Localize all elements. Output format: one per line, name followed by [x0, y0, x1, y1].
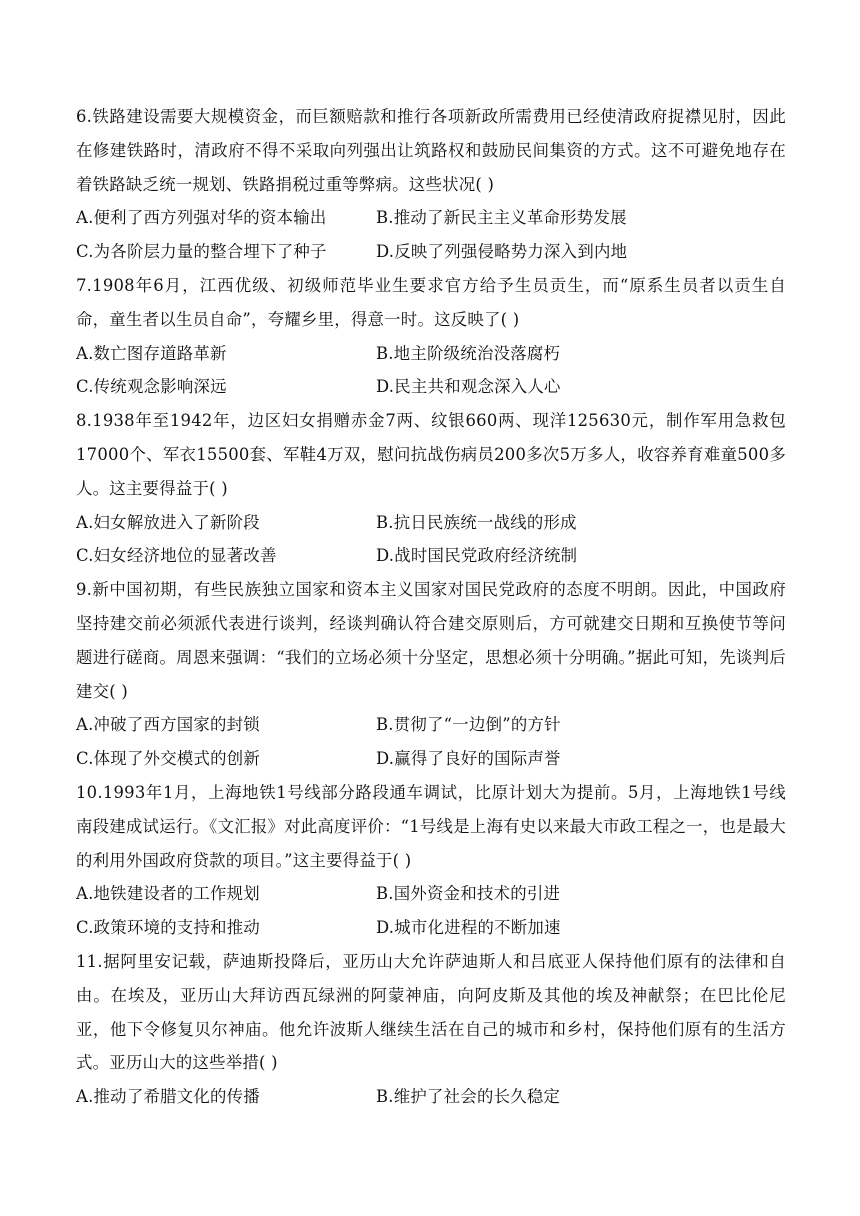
option-a: A.便利了西方列强对华的资本输出: [76, 208, 327, 228]
question-stem: 7.1908年6月，江西优级、初级师范毕业生要求官方给予生员贡生，而“原系生员者以贡生自命，童生者以生员自命”，夸耀乡里，得意一时。这反映了( ): [76, 275, 786, 329]
question-8: [76, 404, 786, 573]
option-b: B.抗日民族统一战线的形成: [376, 512, 577, 532]
option-a: A.数亡图存道路革新: [76, 343, 227, 363]
question-stem: 11.据阿里安记载，萨迪斯投降后，亚历山大允许萨迪斯人和吕底亚人保持他们原有的法律和自由。在埃及，亚历山大拜访西瓦绿洲的阿蒙神庙，向阿皮斯及其他的埃及神献祭；在巴比伦尼亚，他下令修复贝尔神庙。他允许波斯人继续生活在自己的城市和乡村，保持他们原有的生活方式。亚历山大的这些举措( ): [76, 951, 786, 1073]
question-11: [76, 945, 786, 1114]
question-6: [76, 100, 786, 269]
document-page: [76, 100, 786, 1114]
option-b: B.国外资金和技术的引进: [376, 884, 561, 904]
option-b: B.贯彻了“一边倒”的方针: [376, 715, 561, 735]
question-7: [76, 269, 786, 404]
answer-options: [76, 1080, 786, 1114]
answer-options: [76, 877, 786, 945]
answer-options: [76, 337, 786, 405]
option-d: D.民主共和观念深入人心: [376, 377, 561, 397]
option-d: D.反映了列强侵略势力深入到内地: [376, 242, 628, 262]
answer-options: [76, 708, 786, 776]
question-stem: 9.新中国初期，有些民族独立国家和资本主义国家对国民党政府的态度不明朗。因此，中国政府坚持建交前必须派代表进行谈判，经谈判确认符合建交原则后，方可就建交日期和互换使节等问题进行磋商。周恩来强调：“我们的立场必须十分坚定，思想必须十分明确。”据此可知，先谈判后建交( ): [76, 580, 786, 701]
option-c: C.政策环境的支持和推动: [76, 918, 261, 938]
answer-options: [76, 201, 786, 269]
option-b: B.维护了社会的长久稳定: [376, 1087, 561, 1107]
question-10: [76, 776, 786, 945]
option-c: C.传统观念影响深远: [76, 377, 227, 397]
option-b: B.推动了新民主主义革命形势发展: [376, 208, 627, 228]
option-c: C.体现了外交模式的创新: [76, 749, 261, 769]
option-d: D.战时国民党政府经济统制: [376, 546, 578, 566]
option-c: C.为各阶层力量的整合埋下了种子: [76, 242, 327, 262]
option-a: A.地铁建设者的工作规划: [76, 884, 260, 904]
option-a: A.妇女解放进入了新阶段: [76, 512, 260, 532]
option-a: A.推动了希腊文化的传播: [76, 1087, 260, 1107]
answer-options: [76, 506, 786, 574]
question-stem: 8.1938年至1942年，边区妇女捐赠赤金7两、纹银660两、现洋125630元，制作军用急救包17000个、军衣15500套、军鞋4万双，慰问抗战伤病员200多次5万多人，收容养育难童500多人。这主要得益于( ): [76, 411, 786, 498]
option-c: C.妇女经济地位的显著改善: [76, 546, 277, 566]
option-d: D.赢得了良好的国际声誉: [376, 749, 561, 769]
question-9: [76, 573, 786, 776]
option-a: A.冲破了西方国家的封锁: [76, 715, 260, 735]
question-stem: 6.铁路建设需要大规模资金，而巨额赔款和推行各项新政所需费用已经使清政府捉襟见肘，因此在修建铁路时，清政府不得不采取向列强出让筑路权和鼓励民间集资的方式。这不可避免地存在着铁路缺乏统一规划、铁路捐税过重等弊病。这些状况( ): [76, 107, 786, 194]
option-b: B.地主阶级统治没落腐朽: [376, 343, 561, 363]
option-d: D.城市化进程的不断加速: [376, 918, 561, 938]
question-stem: 10.1993年1月，上海地铁1号线部分路段通车调试，比原计划大为提前。5月，上海地铁1号线南段建成试运行。《文汇报》对此高度评价：“1号线是上海有史以来最大市政工程之一，也是最大的利用外国政府贷款的项目。”这主要得益于( ): [76, 782, 787, 870]
